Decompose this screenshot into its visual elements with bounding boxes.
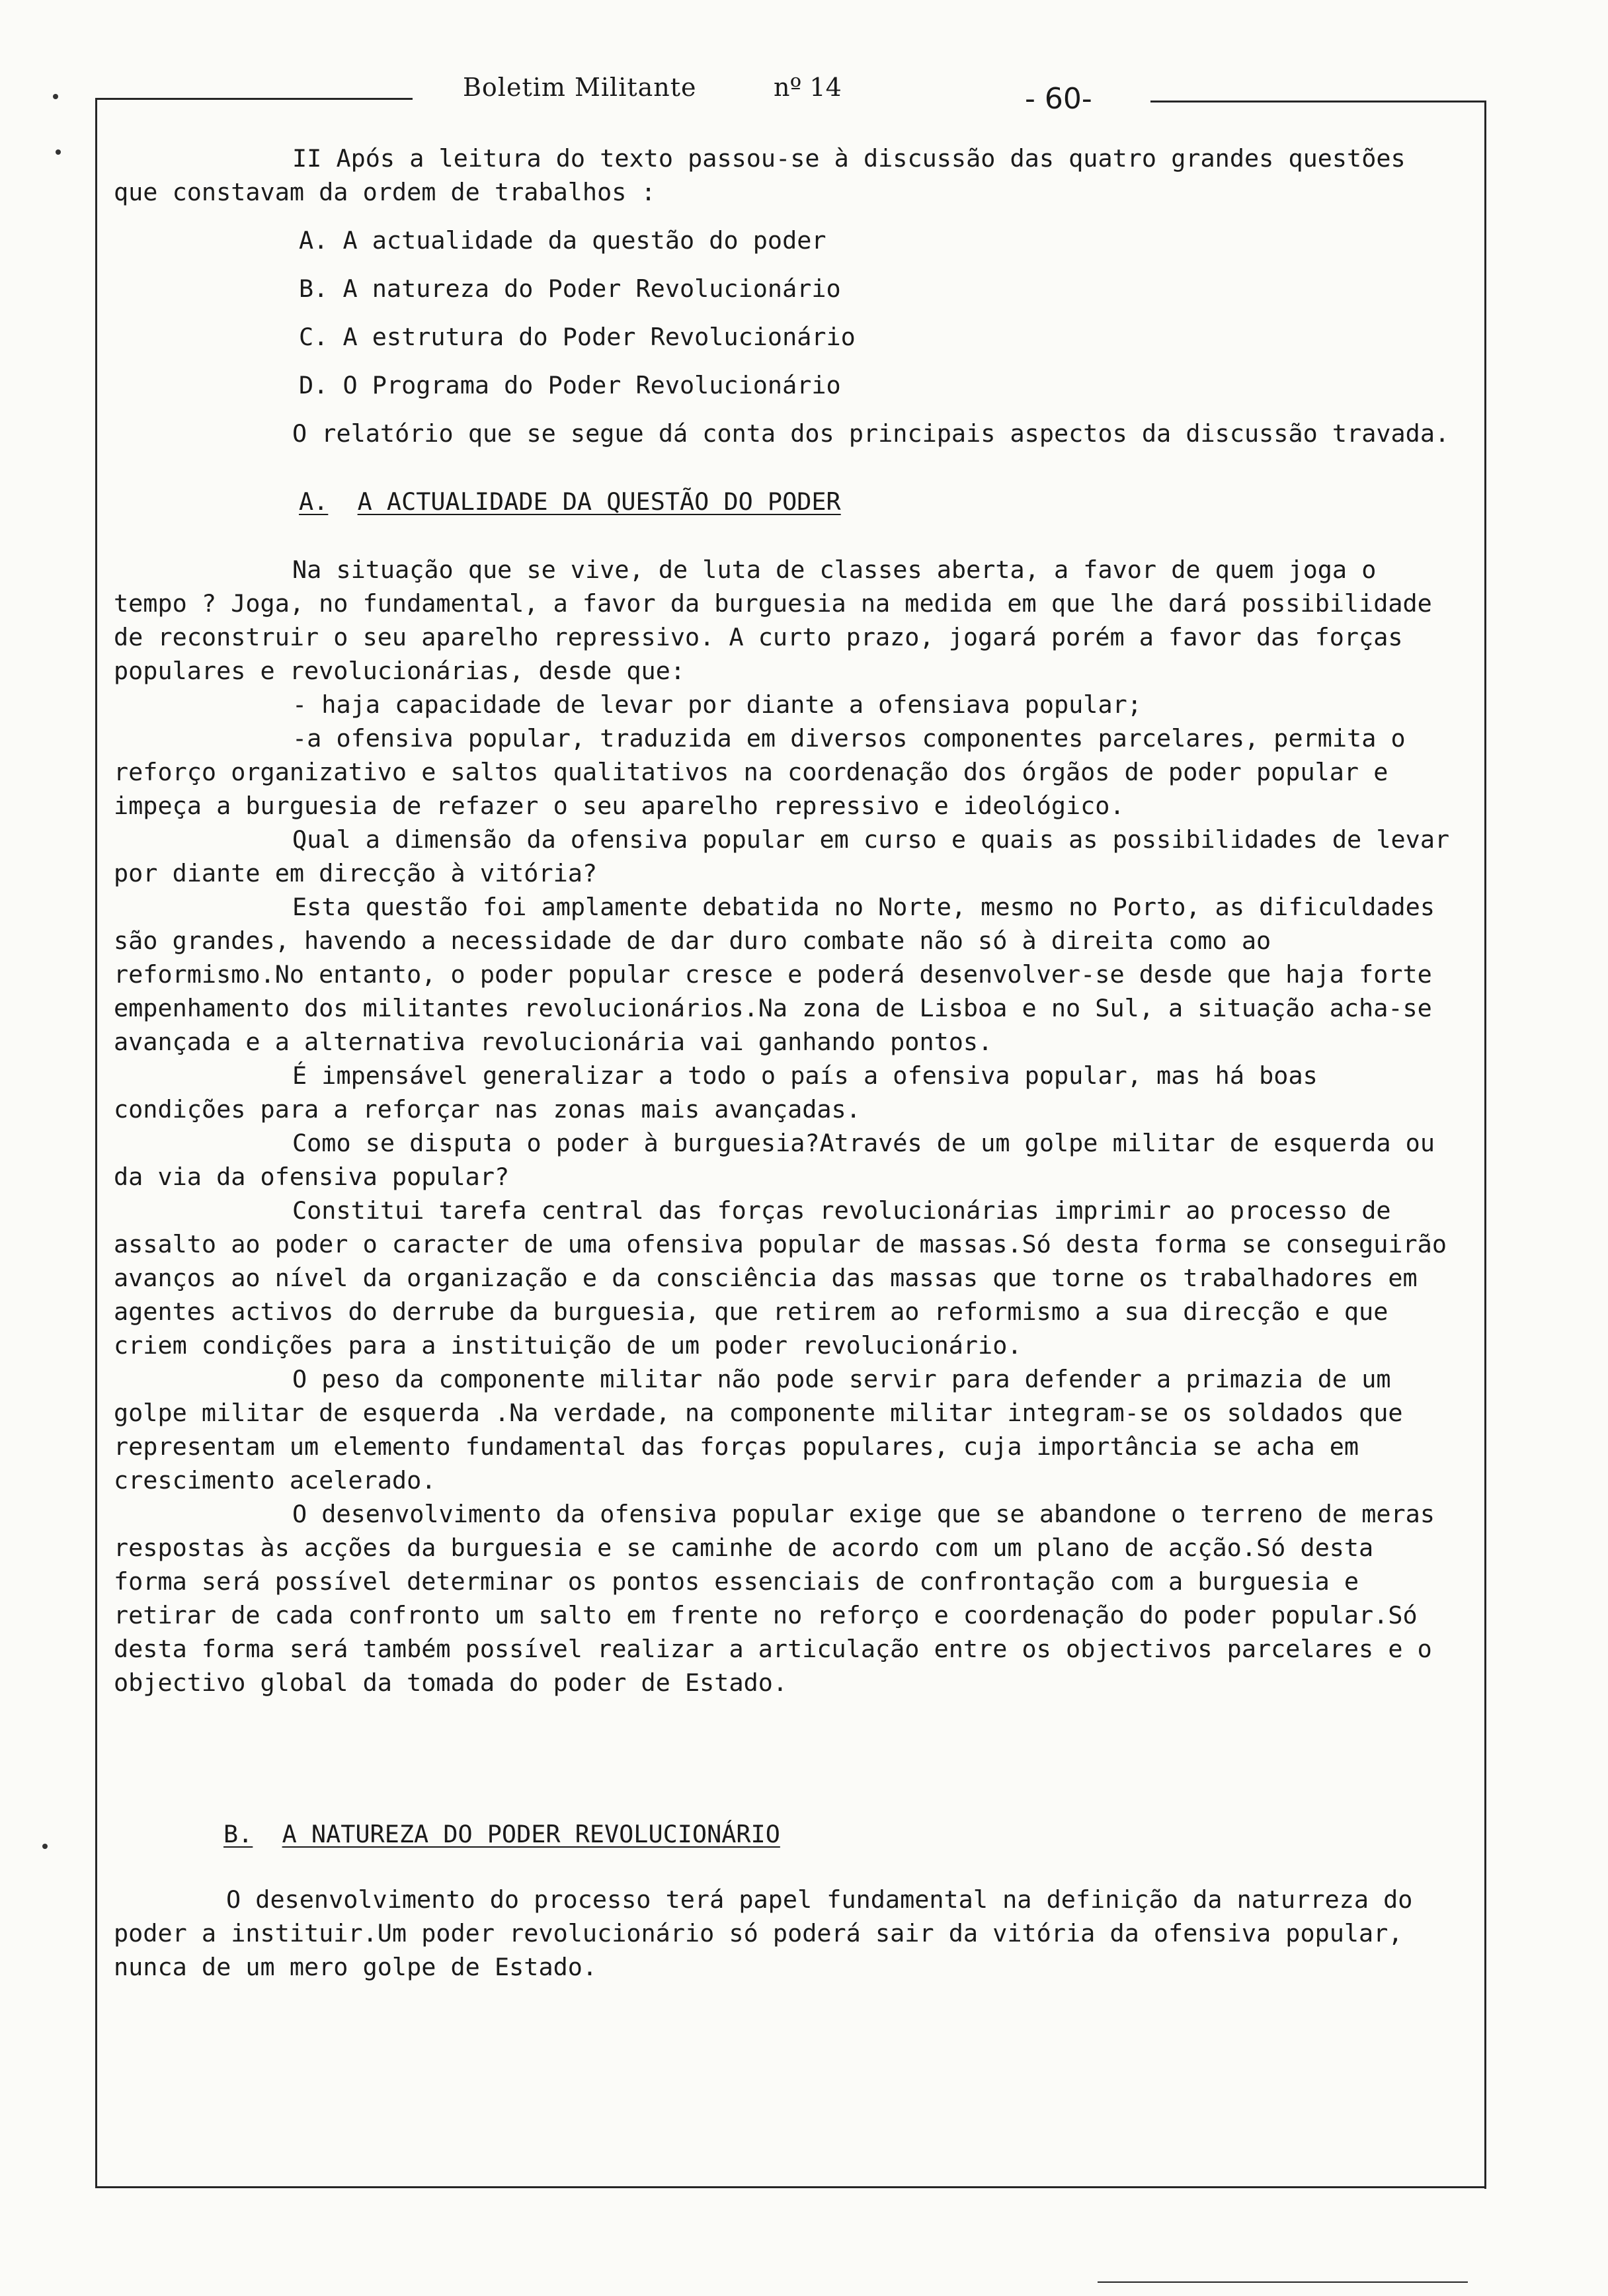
margin-mark — [56, 149, 61, 155]
report-note: O relatório que se segue dá conta dos principais aspectos da discussão travada. — [292, 419, 1450, 448]
section-a-heading — [114, 485, 1456, 518]
frame-right — [1484, 101, 1486, 2189]
section-a-bullet: - haja capacidade de levar por diante a ofensiava popular; — [292, 690, 1142, 719]
issue-number: nº 14 — [774, 73, 842, 102]
frame-bottom-extra — [1098, 2281, 1468, 2283]
frame-bottom — [95, 2186, 1486, 2188]
section-a-paragraph: O desenvolvimento da ofensiva popular exige que se abandone o terreno de meras respostas às acções da burguesia e se caminhe de acordo com um plano de acção.Só desta forma será possível determinar os pontos essenciais de confrontação com a burguesia e retirar de cada confronto um salto em frente no reforço e coordenação do poder popular.Só desta forma será também possível realizar a articulação entre os objectivos parcelares e o objectivo global da tomada do poder de Estado. — [114, 1500, 1435, 1697]
frame-top-right — [1150, 101, 1486, 102]
section-b-heading — [114, 1817, 1456, 1851]
margin-mark — [42, 1844, 48, 1849]
section-a-paragraph: É impensável generalizar a todo o país a ofensiva popular, mas há boas condições para a reforçar nas zonas mais avançadas. — [114, 1061, 1318, 1124]
section-a-paragraph: Esta questão foi amplamente debatida no Norte, mesmo no Porto, as dificuldades são grandes, havendo a necessidade de dar duro combate não só à direita como ao reformismo.No entanto, o poder popular cresce e poderá desenvolver-se desde que haja forte empenhamento dos militantes revolucionários.Na zona de Lisboa e no Sul, a situação acha-se avançada e a alternativa revolucionária vai ganhando pontos. — [114, 893, 1435, 1056]
agenda-item-d: D. O Programa do Poder Revolucionário — [299, 371, 841, 399]
section-b-title: A NATUREZA DO PODER REVOLUCIONÁRIO — [282, 1820, 780, 1848]
agenda-item-a: A. A actualidade da questão do poder — [299, 226, 826, 255]
section-a-paragraph: O peso da componente militar não pode servir para defender a primazia de um golpe militar de esquerda .Na verdade, na componente militar integram-se os soldados que representam um elemento fundamental das forças populares, cuja importância se acha em crescimento acelerado. — [114, 1365, 1403, 1495]
document-body — [114, 142, 1456, 1984]
agenda-item-b: B. A natureza do Poder Revolucionário — [299, 274, 841, 303]
section-a-paragraph: Na situação que se vive, de luta de classes aberta, a favor de quem joga o tempo ? Joga, no fundamental, a favor da burguesia na medida em que lhe dará possibilidade de reconstruir o seu aparelho repressivo. A curto prazo, jogará porém a favor das forças populares e revolucionárias, desde que: — [114, 555, 1432, 685]
intro-paragraph: II Após a leitura do texto passou-se à discussão das quatro grandes questões que constavam da ordem de trabalhos : — [114, 144, 1406, 206]
frame-left — [95, 98, 97, 2186]
section-a-paragraph: Como se disputa o poder à burguesia?Através de um golpe militar de esquerda ou da via da ofensiva popular? — [114, 1129, 1435, 1191]
section-a-prefix: A. — [299, 487, 329, 516]
section-a-paragraph: Constitui tarefa central das forças revolucionárias imprimir ao processo de assalto ao poder o caracter de uma ofensiva popular de massas.Só desta forma se conseguirão avanços ao nível da organização e da consciência das massas que torne os trabalhadores em agentes activos do derrube da burguesia, que retirem ao reformismo a sua direcção e que criem condições para a instituição de um poder revolucionário. — [114, 1196, 1447, 1360]
page-number: - 60- — [1025, 82, 1092, 116]
bulletin-title: Boletim Militante — [463, 73, 697, 102]
section-a-paragraph: Qual a dimensão da ofensiva popular em curso e quais as possibilidades de levar por diante em direcção à vitória? — [114, 825, 1450, 887]
section-b-paragraph: O desenvolvimento do processo terá papel fundamental na definição da naturreza do poder a instituir.Um poder revolucionário só poderá sair da vitória da ofensiva popular, nunca de um mero golpe de Estado. — [114, 1885, 1413, 1981]
section-a-title: A ACTUALIDADE DA QUESTÃO DO PODER — [357, 487, 841, 516]
section-b-prefix: B. — [223, 1820, 253, 1848]
frame-top-left — [95, 98, 413, 100]
margin-mark — [53, 94, 58, 99]
agenda-item-c: C. A estrutura do Poder Revolucionário — [299, 323, 856, 351]
section-a-bullet: -a ofensiva popular, traduzida em diversos componentes parcelares, permita o reforço organizativo e saltos qualitativos na coordenação dos órgãos de poder popular e impeça a burguesia de refazer o seu aparelho repressivo e ideológico. — [114, 724, 1406, 820]
